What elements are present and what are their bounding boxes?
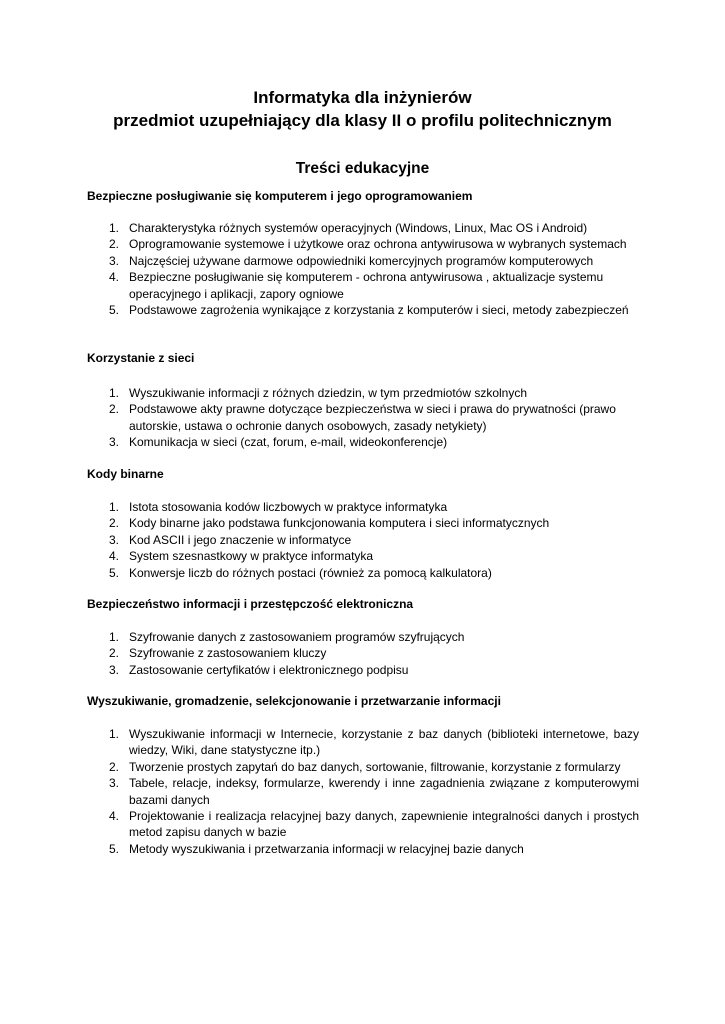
section-title-safe-computer-use: Bezpieczne posługiwanie się komputerem i jego oprogramowaniem (87, 189, 473, 203)
list-item: 2. Szyfrowanie z zastosowaniem kluczy (109, 646, 327, 661)
list-item: 4. Bezpieczne posługiwanie się komputerem - ochrona antywirusowa , aktualizacje systemu operacyjnego i aplikacji, zapory ogniowe (109, 270, 604, 301)
list-item: 1. Wyszukiwanie informacji w Internecie, korzystanie z baz danych (biblioteki internetowe, bazy wiedzy, Wiki, dane statystyczne itp.) (109, 727, 639, 758)
list-item: 2. Tworzenie prostych zapytań do baz danych, sortowanie, filtrowanie, korzystanie z formularzy (109, 759, 621, 774)
section-title-information-security: Bezpieczeństwo informacji i przestępczość elektroniczna (87, 597, 414, 611)
section-list-binary-codes (87, 499, 639, 581)
list-item: 3. Komunikacja w sieci (czat, forum, e-mail, wideokonferencje) (109, 435, 448, 450)
list-item: 3. Zastosowanie certyfikatów i elektronicznego podpisu (109, 662, 409, 677)
list-item: 3. Tabele, relacje, indeksy, formularze, kwerendy i inne zagadnienia związane z komputerowymi bazami danych (109, 776, 639, 807)
list-item: 5. Podstawowe zagrożenia wynikające z korzystania z komputerów i sieci, metody zabezpieczeń (109, 303, 629, 318)
document-subtitle: przedmiot uzupełniający dla klasy II o profilu politechnicznym (113, 111, 612, 130)
section-list-information-security (87, 629, 639, 678)
section-heading: Treści edukacyjne (295, 160, 430, 177)
list-item: 5. Konwersje liczb do różnych postaci (również za pomocą kalkulatora) (109, 565, 492, 580)
list-item: 3. Kod ASCII i jego znaczenie w informatyce (109, 532, 352, 547)
list-item: 3. Najczęściej używane darmowe odpowiedniki komercyjnych programów komputerowych (109, 253, 594, 268)
section-list-information-processing (87, 726, 639, 857)
section-title-network-use: Korzystanie z sieci (87, 351, 195, 365)
section-list-network-use (87, 385, 639, 451)
section-title-binary-codes: Kody binarne (87, 467, 164, 481)
list-item: 2. Kody binarne jako podstawa funkcjonowania komputera i sieci informatycznych (109, 516, 550, 531)
list-item: 2. Oprogramowanie systemowe i użytkowe oraz ochrona antywirusowa w wybranych systemach (109, 237, 627, 252)
list-item: 4. System szesnastkowy w praktyce informatyka (109, 549, 374, 564)
section-title-information-processing: Wyszukiwanie, gromadzenie, selekcjonowanie i przetwarzanie informacji (87, 694, 501, 708)
list-item: 1. Istota stosowania kodów liczbowych w praktyce informatyka (109, 500, 448, 514)
list-item: 1. Wyszukiwanie informacji z różnych dziedzin, w tym przedmiotów szkolnych (109, 386, 528, 400)
list-item: 2. Podstawowe akty prawne dotyczące bezpieczeństwa w sieci i prawa do prywatności (prawo autorskie, ustawa o ochronie danych osobowych, zasady netykiety) (109, 402, 616, 433)
list-item: 4. Projektowanie i realizacja relacyjnej bazy danych, zapewnienie integralności danych i prostych metod zapisu danych w bazie (109, 809, 639, 840)
document-title: Informatyka dla inżynierów (253, 88, 472, 107)
list-item: 5. Metody wyszukiwania i przetwarzania informacji w relacyjnej bazie danych (109, 841, 524, 856)
section-list-safe-computer-use (87, 220, 639, 318)
list-item: 1. Szyfrowanie danych z zastosowaniem programów szyfrujących (109, 630, 465, 644)
list-item: 1. Charakterystyka różnych systemów operacyjnych (Windows, Linux, Mac OS i Android) (109, 221, 588, 235)
